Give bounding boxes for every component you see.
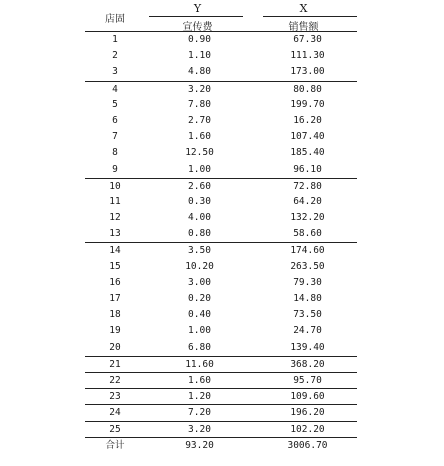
data-table — [85, 0, 357, 453]
store-cell: 10 — [109, 180, 121, 192]
store-cell: 13 — [109, 228, 121, 240]
x-header-underline — [263, 16, 357, 17]
y-value-cell: 1.20 — [188, 391, 211, 403]
y-value-cell: 3.50 — [188, 245, 211, 257]
store-cell: 23 — [109, 391, 121, 403]
y-header-underline — [149, 16, 243, 17]
x-value-cell: 185.40 — [290, 147, 325, 159]
store-cell: 2 — [112, 50, 118, 62]
store-cell: 8 — [112, 147, 118, 159]
x-value-cell: 72.80 — [293, 180, 322, 192]
y-value-cell: 11.60 — [185, 358, 214, 370]
y-value-cell: 1.00 — [188, 163, 211, 175]
store-cell: 20 — [109, 341, 121, 353]
table-row — [85, 275, 357, 291]
x-value-cell: 139.40 — [290, 341, 325, 353]
store-cell: 19 — [109, 325, 121, 337]
x-value-cell: 174.60 — [290, 245, 325, 257]
table-row — [85, 404, 357, 420]
x-value-cell: 73.50 — [293, 309, 322, 321]
header-labels — [85, 16, 357, 31]
x-value-cell: 199.70 — [290, 98, 325, 110]
x-value-cell: 67.30 — [293, 34, 322, 45]
y-value-cell: 6.80 — [188, 341, 211, 353]
y-value-cell: 1.00 — [188, 325, 211, 337]
header-variables — [85, 0, 357, 25]
x-value-cell: 96.10 — [293, 163, 322, 175]
store-cell: 24 — [109, 407, 121, 419]
table-row — [85, 226, 357, 242]
x-value-cell: 107.40 — [290, 131, 325, 143]
x-value-cell: 132.20 — [290, 212, 325, 224]
total-label: 合计 — [105, 439, 125, 451]
total-y-cell: 93.20 — [185, 439, 214, 451]
x-value-cell: 80.80 — [293, 83, 322, 95]
y-value-cell: 1.60 — [188, 374, 211, 386]
store-cell: 6 — [112, 114, 118, 126]
x-value-cell: 196.20 — [290, 407, 325, 419]
x-value-cell: 16.20 — [293, 114, 322, 126]
store-cell: 9 — [112, 163, 118, 175]
x-value-cell: 263.50 — [290, 260, 325, 272]
table-row — [85, 388, 357, 404]
y-variable-header: Y — [193, 2, 202, 15]
table-row — [85, 97, 357, 113]
store-cell: 25 — [109, 423, 121, 435]
y-value-cell: 12.50 — [185, 147, 214, 159]
total-row — [85, 437, 357, 453]
y-value-cell: 10.20 — [185, 260, 214, 272]
y-value-cell: 2.60 — [188, 180, 211, 192]
x-value-cell: 173.00 — [290, 66, 325, 78]
x-value-cell: 368.20 — [290, 358, 325, 370]
y-value-cell: 0.40 — [188, 309, 211, 321]
table-row — [85, 194, 357, 210]
table-row — [85, 145, 357, 161]
store-column-header: 店固 — [105, 14, 125, 25]
y-value-cell: 1.60 — [188, 131, 211, 143]
table-row — [85, 129, 357, 145]
y-value-cell: 3.20 — [188, 83, 211, 95]
x-value-cell: 64.20 — [293, 195, 322, 207]
y-value-cell: 3.20 — [188, 423, 211, 435]
table-row — [85, 372, 357, 388]
store-cell: 14 — [109, 245, 121, 257]
y-value-cell: 4.00 — [188, 212, 211, 224]
store-cell: 22 — [109, 374, 121, 386]
table-row — [85, 210, 357, 226]
table-row — [85, 307, 357, 323]
table-row — [85, 113, 357, 129]
table-row — [85, 291, 357, 307]
x-variable-header: X — [299, 2, 308, 15]
y-value-cell: 1.10 — [188, 50, 211, 62]
store-cell: 21 — [109, 358, 121, 370]
x-value-cell: 95.70 — [293, 374, 322, 386]
table-row — [85, 81, 357, 97]
y-value-cell: 7.80 — [188, 98, 211, 110]
table-row — [85, 32, 357, 48]
table-row — [85, 242, 357, 258]
x-value-cell: 102.20 — [290, 423, 325, 435]
total-x-cell: 3006.70 — [287, 439, 328, 451]
x-value-cell: 111.30 — [290, 50, 325, 62]
y-value-cell: 0.30 — [188, 195, 211, 207]
store-cell: 18 — [109, 309, 121, 321]
table-row — [85, 421, 357, 437]
x-value-cell: 109.60 — [290, 391, 325, 403]
store-cell: 12 — [109, 212, 121, 224]
y-value-cell: 3.00 — [188, 276, 211, 288]
store-cell: 5 — [112, 98, 118, 110]
table-row — [85, 340, 357, 356]
store-cell: 3 — [112, 66, 118, 78]
x-label-header: 销售额 — [288, 22, 319, 33]
x-value-cell: 14.80 — [293, 293, 322, 304]
table-row — [85, 356, 357, 372]
store-cell: 4 — [112, 83, 118, 95]
table-row — [85, 178, 357, 194]
y-value-cell: 4.80 — [188, 66, 211, 78]
y-label-header: 宣传费 — [182, 22, 213, 33]
x-value-cell: 58.60 — [293, 228, 322, 240]
table-row — [85, 162, 357, 178]
table-row — [85, 259, 357, 275]
store-cell: 15 — [109, 260, 121, 272]
table-row — [85, 48, 357, 64]
table-body — [85, 32, 357, 453]
store-cell: 16 — [109, 276, 121, 288]
y-value-cell: 2.70 — [188, 114, 211, 126]
y-value-cell: 0.90 — [188, 34, 211, 45]
table-row — [85, 323, 357, 339]
y-value-cell: 0.80 — [188, 228, 211, 240]
store-cell: 11 — [109, 195, 121, 207]
x-value-cell: 79.30 — [293, 276, 322, 288]
y-value-cell: 7.20 — [188, 407, 211, 419]
store-cell: 17 — [109, 293, 121, 304]
y-value-cell: 0.20 — [188, 293, 211, 304]
store-cell: 1 — [112, 34, 118, 45]
x-value-cell: 24.70 — [293, 325, 322, 337]
store-cell: 7 — [112, 131, 118, 143]
table-row — [85, 64, 357, 80]
